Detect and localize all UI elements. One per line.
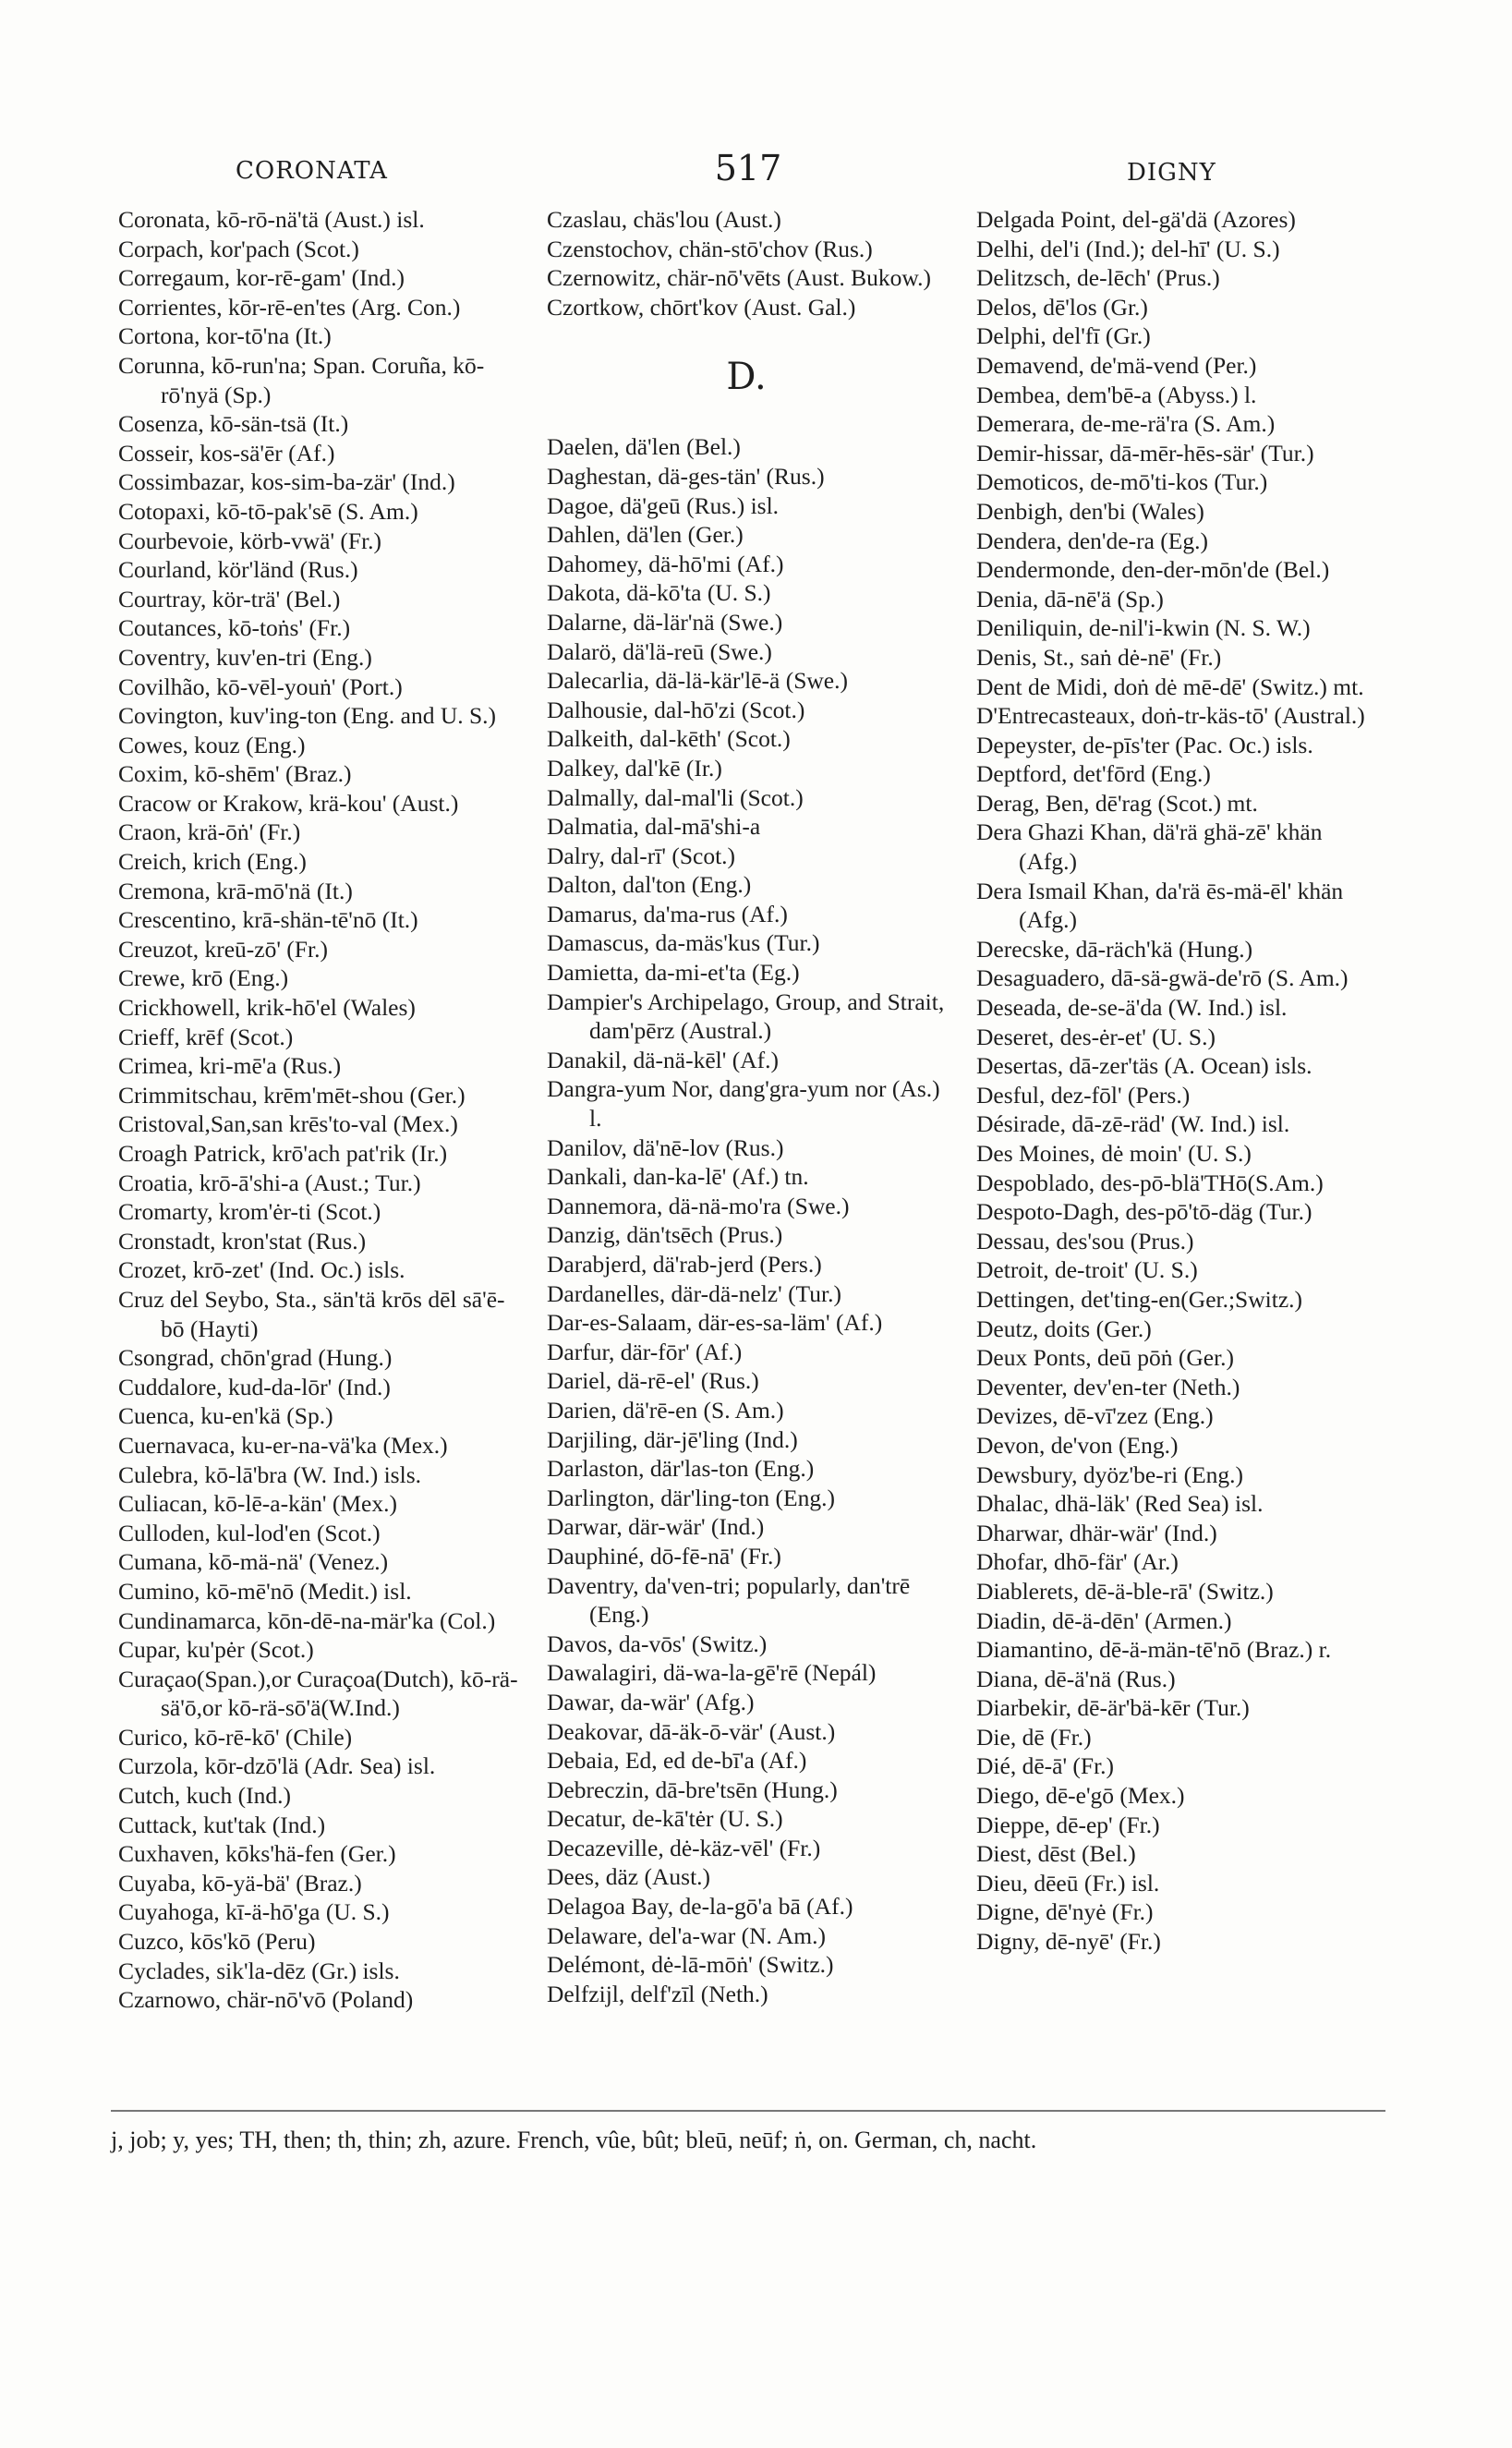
gazetteer-entry: Cumino, kō-mē'nō (Medit.) isl.	[118, 1577, 412, 1605]
section-letter-heading: D.	[726, 356, 767, 399]
gazetteer-entry: Debaia, Ed, ed de-bī'a (Af.)	[547, 1747, 807, 1775]
gazetteer-entry: Devon, de'von (Eng.)	[976, 1431, 1179, 1459]
gazetteer-entry: Cuzco, kōs'kō (Peru)	[118, 1928, 316, 1956]
gazetteer-entry: Danakil, dä-nä-kēl' (Af.)	[547, 1046, 779, 1073]
gazetteer-entry: Coxim, kō-shēm' (Braz.)	[118, 760, 352, 788]
gazetteer-entry: Depeyster, de-pīs'ter (Pac. Oc.) isls.	[976, 731, 1313, 758]
gazetteer-entry: Corregaum, kor-rē-gam' (Ind.)	[118, 264, 405, 292]
gazetteer-entry: Dera Ghazi Khan, dä'rä ghä-zē' khän (Afg.)	[976, 818, 1323, 876]
gazetteer-entry: Coronata, kō-rō-nä'tä (Aust.) isl.	[118, 206, 425, 233]
gazetteer-entry: Darlaston, där'las-ton (Eng.)	[547, 1455, 815, 1483]
gazetteer-entry: Cronstadt, kron'stat (Rus.)	[118, 1227, 367, 1254]
page-number: 517	[714, 148, 782, 188]
gazetteer-entry: Dakota, dä-kō'ta (U. S.)	[547, 579, 771, 607]
gazetteer-entry: Daghestan, dä-ges-tän' (Rus.)	[547, 462, 825, 490]
gazetteer-entry: Courtray, kör-trä' (Bel.)	[118, 585, 341, 612]
gazetteer-entry: Digny, dē-nyē' (Fr.)	[976, 1928, 1161, 1956]
gazetteer-entry: Delphi, del'fī (Gr.)	[976, 322, 1151, 350]
gazetteer-entry: Creuzot, kreū-zō' (Fr.)	[118, 935, 328, 963]
gazetteer-entry: Cundinamarca, kōn-dē-na-mär'ka (Col.)	[118, 1606, 496, 1634]
gazetteer-entry: Delos, dē'los (Gr.)	[976, 293, 1148, 321]
gazetteer-entry: Dalarö, dä'lä-reū (Swe.)	[547, 637, 772, 665]
gazetteer-entry: Cumana, kō-mä-nä' (Venez.)	[118, 1548, 389, 1576]
gazetteer-entry: Curzola, kōr-dzō'lä (Adr. Sea) isl.	[118, 1752, 436, 1780]
gazetteer-entry: Delfzijl, delf'zīl (Neth.)	[547, 1980, 768, 2007]
gazetteer-entry: Curaçao(Span.),or Curaçoa(Dutch), kō-rä-sä'ō,or kō-rä-sō'ä(W.Ind.)	[118, 1665, 518, 1722]
gazetteer-entry: Darabjerd, dä'rab-jerd (Pers.)	[547, 1251, 822, 1278]
gazetteer-entry: Deseada, de-se-ä'da (W. Ind.) isl.	[976, 994, 1288, 1022]
gazetteer-entry: Creich, krich (Eng.)	[118, 848, 307, 876]
right-guide-word: DIGNY	[1127, 159, 1216, 187]
gazetteer-entry: Decazeville, dė-käz-vēl' (Fr.)	[547, 1834, 821, 1861]
gazetteer-entry: Dalry, dal-rī' (Scot.)	[547, 842, 736, 869]
gazetteer-entry: Diego, dē-e'gō (Mex.)	[976, 1782, 1185, 1810]
gazetteer-entry: Czortkow, chōrt'kov (Aust. Gal.)	[547, 293, 856, 321]
gazetteer-entry: Deakovar, dā-äk-ō-vär' (Aust.)	[547, 1717, 836, 1745]
gazetteer-entry: Dawalagiri, dä-wa-la-gē'rē (Nepál)	[547, 1659, 877, 1687]
gazetteer-entry: Cristoval,San,san krēs'to-val (Mex.)	[118, 1110, 458, 1138]
gazetteer-entry: Delagoa Bay, de-la-gō'a bā (Af.)	[547, 1893, 853, 1921]
gazetteer-entry: Despoblado, des-pō-blä'THō(S.Am.)	[976, 1169, 1324, 1196]
gazetteer-entry: Cuyaba, kō-yä-bä' (Braz.)	[118, 1869, 362, 1897]
gazetteer-entry: Cromarty, krom'ėr-ti (Scot.)	[118, 1198, 381, 1226]
gazetteer-entry: Demoticos, de-mō'ti-kos (Tur.)	[976, 468, 1268, 496]
gazetteer-entry: Dewsbury, dyöz'be-ri (Eng.)	[976, 1460, 1244, 1488]
gazetteer-entry: D'Entrecasteaux, doṅ-tr-käs-tō' (Austral.)	[976, 702, 1365, 730]
gazetteer-entry: Devizes, dē-vī'zez (Eng.)	[976, 1402, 1214, 1430]
gazetteer-entry: Cremona, krā-mō'nä (It.)	[118, 877, 353, 904]
gazetteer-entry: Denbigh, den'bi (Wales)	[976, 497, 1204, 525]
gazetteer-entry: Deseret, des-ėr-et' (U. S.)	[976, 1023, 1216, 1050]
gazetteer-entry: Dent de Midi, doṅ dė mē-dē' (Switz.) mt.	[976, 673, 1364, 700]
gazetteer-entry: Crickhowell, krik-hō'el (Wales)	[118, 994, 416, 1022]
gazetteer-entry: Delaware, del'a-war (N. Am.)	[547, 1921, 826, 1949]
gazetteer-entry: Decatur, de-kā'tėr (U. S.)	[547, 1805, 783, 1833]
gazetteer-entry: Dankali, dan-ka-lē' (Af.) tn.	[547, 1163, 809, 1191]
gazetteer-entry: Crieff, krēf (Scot.)	[118, 1023, 294, 1050]
gazetteer-entry: Danilov, dä'nē-lov (Rus.)	[547, 1133, 784, 1161]
column-1	[118, 205, 523, 2015]
gazetteer-entry: Dawar, da-wär' (Afg.)	[547, 1688, 755, 1715]
gazetteer-entry: Delgada Point, del-gä'dä (Azores)	[976, 206, 1296, 233]
gazetteer-entry: Cyclades, sik'la-dēz (Gr.) isls.	[118, 1957, 400, 1984]
gazetteer-entry: Czaslau, chäs'lou (Aust.)	[547, 206, 781, 233]
gazetteer-entry: Diana, dē-ä'nä (Rus.)	[976, 1665, 1176, 1692]
gazetteer-entry: Dieu, dēeū (Fr.) isl.	[976, 1869, 1160, 1897]
gazetteer-entry: Cupar, ku'pėr (Scot.)	[118, 1636, 314, 1664]
gazetteer-entry: Dauphiné, dō-fē-nā' (Fr.)	[547, 1542, 781, 1569]
footer-rule	[111, 2110, 1385, 2112]
gazetteer-entry: Culebra, kō-lā'bra (W. Ind.) isls.	[118, 1460, 421, 1488]
gazetteer-entry: Dembea, dem'bē-a (Abyss.) l.	[976, 381, 1257, 408]
gazetteer-entry: Cutch, kuch (Ind.)	[118, 1782, 291, 1810]
gazetteer-entry: Damarus, da'ma-rus (Af.)	[547, 900, 788, 927]
gazetteer-entry: Denis, St., saṅ dė-nē' (Fr.)	[976, 643, 1222, 671]
gazetteer-entry: Crewe, krō (Eng.)	[118, 964, 289, 992]
gazetteer-entry: Dangra-yum Nor, dang'gra-yum nor (As.) l.	[547, 1075, 940, 1133]
gazetteer-entry: Delémont, dė-lā-mōṅ' (Switz.)	[547, 1951, 834, 1979]
gazetteer-entry: Dagoe, dä'geū (Rus.) isl.	[547, 491, 780, 519]
gazetteer-entry: Daelen, dä'len (Bel.)	[547, 433, 741, 461]
gazetteer-entry: Désirade, dā-zē-räd' (W. Ind.) isl.	[976, 1110, 1290, 1138]
gazetteer-entry: Digne, dē'nyė (Fr.)	[976, 1898, 1154, 1926]
gazetteer-entry: Dardanelles, där-dä-nelz' (Tur.)	[547, 1279, 841, 1307]
gazetteer-entry: Demerara, de-me-rä'ra (S. Am.)	[976, 410, 1276, 438]
gazetteer-entry: Czernowitz, chär-nō'vēts (Aust. Bukow.)	[547, 264, 931, 292]
gazetteer-entry: Dar-es-Salaam, där-es-sa-läm' (Af.)	[547, 1309, 883, 1337]
gazetteer-entry: Danzig, dän'tsēch (Prus.)	[547, 1221, 783, 1249]
gazetteer-entry: Dera Ismail Khan, da'rä ēs-mä-ēl' khän (Afg.)	[976, 877, 1344, 934]
gazetteer-entry: Deptford, det'fōrd (Eng.)	[976, 760, 1211, 788]
gazetteer-entry: Csongrad, chōn'grad (Hung.)	[118, 1344, 393, 1372]
gazetteer-entry: Deux Ponts, deū pōṅ (Ger.)	[976, 1344, 1235, 1372]
gazetteer-entry: Demavend, de'mä-vend (Per.)	[976, 351, 1257, 379]
gazetteer-entry: Croatia, krō-ā'shi-a (Aust.; Tur.)	[118, 1169, 421, 1196]
gazetteer-entry: Coutances, kō-toṅs' (Fr.)	[118, 614, 351, 642]
gazetteer-entry: Cosseir, kos-sä'ēr (Af.)	[118, 439, 335, 467]
gazetteer-entry: Cossimbazar, kos-sim-ba-zär' (Ind.)	[118, 468, 455, 496]
gazetteer-entry: Dalkey, dal'kē (Ir.)	[547, 754, 722, 782]
gazetteer-entry: Culiacan, kō-lē-a-kän' (Mex.)	[118, 1490, 397, 1518]
gazetteer-entry: Derag, Ben, dē'rag (Scot.) mt.	[976, 789, 1258, 817]
gazetteer-entry: Crescentino, krā-shän-tē'nō (It.)	[118, 906, 418, 934]
column-2	[547, 205, 946, 2008]
gazetteer-entry: Dannemora, dä-nä-mo'ra (Swe.)	[547, 1192, 850, 1219]
gazetteer-entry: Cuxhaven, kōks'hä-fen (Ger.)	[118, 1840, 396, 1868]
gazetteer-entry: Cuddalore, kud-da-lōr' (Ind.)	[118, 1373, 391, 1400]
gazetteer-entry: Czenstochov, chän-stō'chov (Rus.)	[547, 235, 873, 262]
gazetteer-entry: Deniliquin, de-nil'i-kwin (N. S. W.)	[976, 614, 1311, 642]
gazetteer-entry: Coventry, kuv'en-tri (Eng.)	[118, 643, 372, 671]
gazetteer-entry: Dharwar, dhär-wär' (Ind.)	[976, 1519, 1217, 1546]
gazetteer-entry: Cowes, kouz (Eng.)	[118, 731, 306, 758]
gazetteer-entry: Cuernavaca, ku-er-na-vä'ka (Mex.)	[118, 1431, 448, 1459]
gazetteer-entry: Crimea, kri-mē'a (Rus.)	[118, 1052, 342, 1080]
gazetteer-entry: Delitzsch, de-lēch' (Prus.)	[976, 264, 1220, 292]
gazetteer-entry: Dessau, des'sou (Prus.)	[976, 1227, 1194, 1254]
gazetteer-entry: Dettingen, det'ting-en(Ger.;Switz.)	[976, 1285, 1303, 1313]
column-2-entries	[547, 432, 946, 2008]
gazetteer-entry: Cotopaxi, kō-tō-pak'sē (S. Am.)	[118, 497, 418, 525]
gazetteer-entry: Cosenza, kō-sän-tsä (It.)	[118, 410, 349, 438]
gazetteer-entry: Dié, dē-ā' (Fr.)	[976, 1752, 1115, 1780]
gazetteer-entry: Deventer, dev'en-ter (Neth.)	[976, 1373, 1240, 1400]
gazetteer-entry: Corrientes, kōr-rē-en'tes (Arg. Con.)	[118, 293, 461, 321]
gazetteer-entry: Damascus, da-mäs'kus (Tur.)	[547, 929, 820, 957]
gazetteer-entry: Dariel, dä-rē-el' (Rus.)	[547, 1367, 759, 1395]
gazetteer-entry: Desaguadero, dā-sä-gwä-de'rō (S. Am.)	[976, 964, 1349, 992]
gazetteer-entry: Corunna, kō-run'na; Span. Coruña, kō-rō'nyä (Sp.)	[118, 351, 485, 408]
gazetteer-entry: Cortona, kor-tō'na (It.)	[118, 322, 332, 350]
gazetteer-entry: Crozet, krō-zet' (Ind. Oc.) isls.	[118, 1256, 405, 1284]
gazetteer-entry: Dendera, den'de-ra (Eg.)	[976, 527, 1208, 554]
gazetteer-entry: Dees, däz (Aust.)	[547, 1863, 711, 1891]
running-head	[0, 148, 1512, 194]
gazetteer-entry: Curico, kō-rē-kō' (Chile)	[118, 1723, 353, 1751]
gazetteer-entry: Dampier's Archipelago, Group, and Strait, dam'pērz (Austral.)	[547, 988, 945, 1045]
gazetteer-entry: Darien, dä'rē-en (S. Am.)	[547, 1396, 784, 1424]
gazetteer-entry: Darfur, där-fōr' (Af.)	[547, 1338, 743, 1365]
gazetteer-entry: Courbevoie, körb-vwä' (Fr.)	[118, 527, 382, 554]
gazetteer-entry: Des Moines, dė moin' (U. S.)	[976, 1140, 1252, 1167]
gazetteer-entry: Diest, dēst (Bel.)	[976, 1840, 1136, 1868]
gazetteer-entry: Debreczin, dā-bre'tsēn (Hung.)	[547, 1775, 838, 1803]
gazetteer-entry: Darjiling, där-jē'ling (Ind.)	[547, 1425, 798, 1453]
gazetteer-entry: Deutz, doits (Ger.)	[976, 1315, 1152, 1342]
gazetteer-entry: Courland, kör'länd (Rus.)	[118, 556, 358, 584]
gazetteer-entry: Dendermonde, den-der-mōn'de (Bel.)	[976, 556, 1330, 584]
gazetteer-entry: Dalarne, dä-lär'nä (Swe.)	[547, 608, 783, 636]
gazetteer-entry: Diarbekir, dē-är'bä-kēr (Tur.)	[976, 1694, 1250, 1722]
gazetteer-entry: Diablerets, dē-ä-ble-rā' (Switz.)	[976, 1577, 1274, 1605]
gazetteer-entry: Detroit, de-troit' (U. S.)	[976, 1256, 1198, 1284]
gazetteer-entry: Damietta, da-mi-et'ta (Eg.)	[547, 959, 800, 987]
gazetteer-entry: Dalton, dal'ton (Eng.)	[547, 871, 752, 899]
gazetteer-entry: Dalecarlia, dä-lä-kär'lē-ä (Swe.)	[547, 667, 848, 695]
gazetteer-entry: Darlington, där'ling-ton (Eng.)	[547, 1484, 835, 1511]
gazetteer-entry: Dalmally, dal-mal'li (Scot.)	[547, 783, 804, 811]
pronunciation-key: j, job; y, yes; TH, then; th, thin; zh, azure. French, vûe, bût; bleū, neūf; ṅ, on. German, ch, nacht.	[111, 2127, 1037, 2153]
column-2-entries-before	[547, 205, 946, 321]
gazetteer-entry: Demir-hissar, dā-mēr-hēs-sär' (Tur.)	[976, 439, 1314, 467]
gazetteer-entry: Denia, dā-nē'ä (Sp.)	[976, 585, 1164, 612]
gazetteer-entry: Culloden, kul-lod'en (Scot.)	[118, 1519, 381, 1546]
gazetteer-entry: Delhi, del'i (Ind.); del-hī' (U. S.)	[976, 235, 1280, 262]
gazetteer-entry: Despoto-Dagh, des-pō'tō-däg (Tur.)	[976, 1198, 1312, 1226]
gazetteer-entry: Desful, dez-fōl' (Pers.)	[976, 1081, 1191, 1109]
gazetteer-entry: Diadin, dē-ä-dēn' (Armen.)	[976, 1606, 1232, 1634]
gazetteer-entry: Crimmitschau, krēm'mēt-shou (Ger.)	[118, 1081, 466, 1109]
gazetteer-entry: Dalmatia, dal-mā'shi-a	[547, 813, 761, 841]
gazetteer-entry: Dieppe, dē-ep' (Fr.)	[976, 1811, 1160, 1838]
left-guide-word: CORONATA	[236, 157, 388, 185]
gazetteer-entry: Cuyahoga, kī-ä-hō'ga (U. S.)	[118, 1898, 390, 1926]
gazetteer-entry: Corpach, kor'pach (Scot.)	[118, 235, 359, 262]
gazetteer-entry: Derecske, dā-räch'kä (Hung.)	[976, 935, 1253, 963]
gazetteer-entry: Dalhousie, dal-hō'zi (Scot.)	[547, 696, 805, 723]
gazetteer-entry: Davos, da-vōs' (Switz.)	[547, 1630, 768, 1657]
gazetteer-entry: Craon, krä-ōṅ' (Fr.)	[118, 818, 301, 846]
gazetteer-entry: Covilhão, kō-vēl-youṅ' (Port.)	[118, 673, 403, 700]
gazetteer-entry: Cuttack, kut'tak (Ind.)	[118, 1811, 326, 1838]
gazetteer-entry: Diamantino, dē-ä-män-tē'nō (Braz.) r.	[976, 1636, 1332, 1664]
gazetteer-entry: Die, dē (Fr.)	[976, 1723, 1092, 1751]
gazetteer-entry: Dahlen, dä'len (Ger.)	[547, 521, 744, 549]
gazetteer-entry: Cruz del Seybo, Sta., sän'tä krōs dēl sā'ē-bō (Hayti)	[118, 1285, 505, 1342]
gazetteer-entry: Darwar, där-wär' (Ind.)	[547, 1513, 765, 1541]
gazetteer-entry: Cracow or Krakow, krä-kou' (Aust.)	[118, 789, 459, 817]
gazetteer-entry: Czarnowo, chär-nō'vō (Poland)	[118, 1986, 414, 2014]
gazetteer-entry: Dhalac, dhä-läk' (Red Sea) isl.	[976, 1490, 1264, 1518]
gazetteer-entry: Desertas, dā-zer'täs (A. Ocean) isls.	[976, 1052, 1312, 1080]
gazetteer-entry: Cuenca, ku-en'kä (Sp.)	[118, 1402, 333, 1430]
gazetteer-entry: Dahomey, dä-hō'mi (Af.)	[547, 550, 784, 577]
gazetteer-entry: Dalkeith, dal-kēth' (Scot.)	[547, 725, 791, 753]
gazetteer-entry: Covington, kuv'ing-ton (Eng. and U. S.)	[118, 702, 497, 730]
gazetteer-entry: Dhofar, dhō-fär' (Ar.)	[976, 1548, 1179, 1576]
gazetteer-entry: Daventry, da'ven-tri; popularly, dan'trē (Eng.)	[547, 1571, 911, 1629]
column-3	[976, 205, 1381, 1957]
gazetteer-entry: Croagh Patrick, krō'ach pat'rik (Ir.)	[118, 1140, 448, 1167]
